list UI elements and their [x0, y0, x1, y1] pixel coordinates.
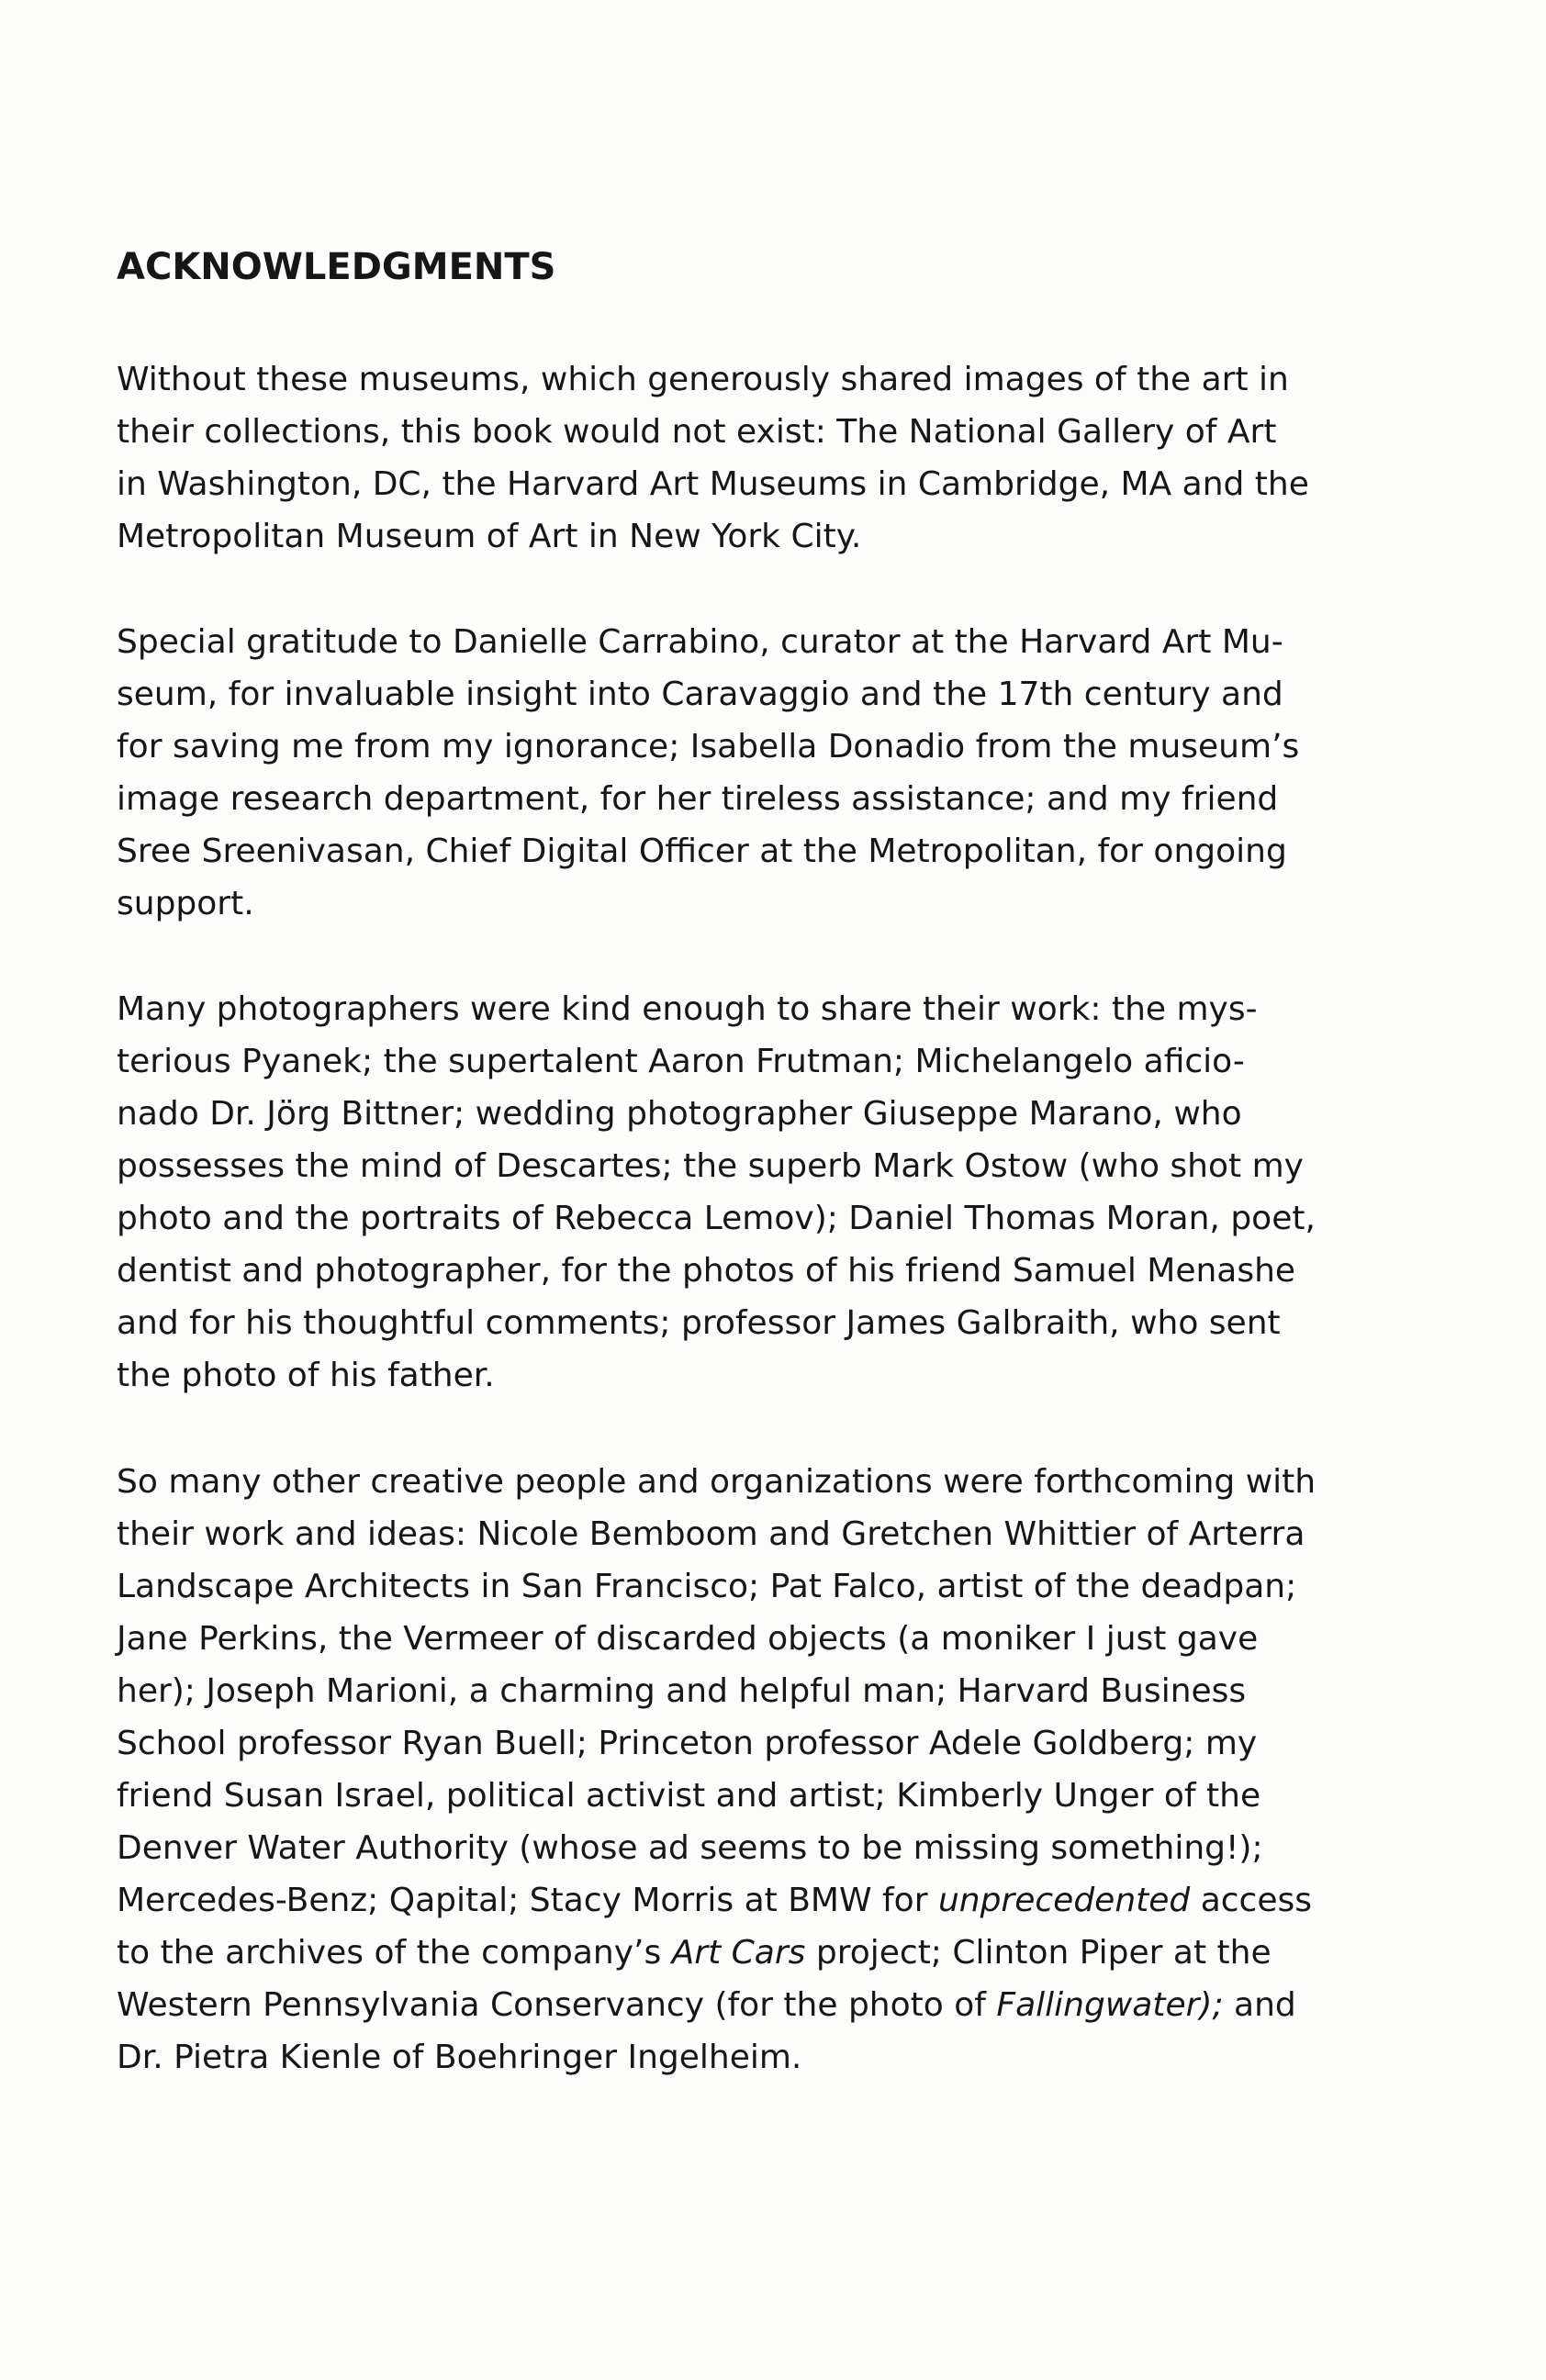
italic-title: Fallingwater);: [996, 1986, 1224, 2024]
text-line: friend Susan Israel, political activist and artist; Kimberly Unger of the: [117, 1777, 1261, 1815]
text-segment: project; Clinton Piper at the: [805, 1934, 1272, 1972]
text-line: their work and ideas: Nicole Bemboom and Gretchen Whittier of Arterra: [117, 1515, 1305, 1553]
text-line: Denver Water Authority (whose ad seems to be missing something!);: [117, 1829, 1263, 1867]
text-line: for saving me from my ignorance; Isabella Donadio from the museum’s: [117, 728, 1300, 765]
text-line: support.: [117, 885, 254, 922]
text-line: dentist and photographer, for the photos of his friend Samuel Menashe: [117, 1252, 1296, 1290]
text-segment: access: [1190, 1882, 1312, 1919]
text-line: her); Joseph Marioni, a charming and helpful man; Harvard Business: [117, 1672, 1247, 1710]
text-segment: Western Pennsylvania Conservancy (for the photo of: [117, 1986, 997, 2024]
text-line: Metropolitan Museum of Art in New York City.: [117, 518, 862, 555]
text-line: Landscape Architects in San Francisco; Pat Falco, artist of the deadpan;: [117, 1568, 1297, 1605]
text-segment: to the archives of the company’s: [117, 1934, 672, 1972]
text-line: terious Pyanek; the supertalent Aaron Frutman; Michelangelo aficio-: [117, 1043, 1245, 1080]
text-line: Special gratitude to Danielle Carrabino, curator at the Harvard Art Mu-: [117, 623, 1283, 661]
text-line: Many photographers were kind enough to share their work: the mys-: [117, 990, 1258, 1028]
text-line: photo and the portraits of Rebecca Lemov); Daniel Thomas Moran, poet,: [117, 1200, 1316, 1237]
text-line: Dr. Pietra Kienle of Boehringer Ingelheim.: [117, 2039, 802, 2076]
text-segment: Mercedes-Benz; Qapital; Stacy Morris at BMW for: [117, 1882, 938, 1919]
text-line: the photo of his father.: [117, 1357, 495, 1394]
text-line: possesses the mind of Descartes; the superb Mark Ostow (who shot my: [117, 1147, 1304, 1185]
text-line: School professor Ryan Buell; Princeton professor Adele Goldberg; my: [117, 1725, 1258, 1762]
text-line: Sree Sreenivasan, Chief Digital Officer at the Metropolitan, for ongoing: [117, 832, 1287, 870]
text-segment: and: [1223, 1986, 1296, 2024]
text-line: image research department, for her tireless assistance; and my friend: [117, 780, 1279, 818]
text-line: Without these museums, which generously shared images of the art in: [117, 361, 1289, 398]
text-line: [117, 1927, 1316, 1979]
text-line: Jane Perkins, the Vermeer of discarded objects (a moniker I just gave: [117, 1620, 1259, 1658]
italic-title: unprecedented: [937, 1882, 1191, 1919]
text-line: [117, 1979, 1316, 2031]
text-line: nado Dr. Jörg Bittner; wedding photographer Giuseppe Marano, who: [117, 1095, 1242, 1133]
text-line: their collections, this book would not exist: The National Gallery of Art: [117, 413, 1277, 451]
text-line: [117, 1874, 1316, 1927]
text-line: So many other creative people and organizations were forthcoming with: [117, 1463, 1316, 1501]
paragraph-creative-people: [117, 1456, 1316, 2084]
text-line: in Washington, DC, the Harvard Art Museums in Cambridge, MA and the: [117, 465, 1309, 503]
italic-title: Art Cars: [671, 1934, 806, 1972]
page-heading: ACKNOWLEDGMENTS: [117, 246, 556, 288]
paragraph-museums: [117, 353, 1309, 563]
text-line: and for his thoughtful comments; professor James Galbraith, who sent: [117, 1304, 1281, 1342]
paragraph-photographers: [117, 983, 1316, 1402]
paragraph-special-gratitude: [117, 616, 1299, 930]
text-line: seum, for invaluable insight into Caravaggio and the 17th century and: [117, 676, 1283, 713]
